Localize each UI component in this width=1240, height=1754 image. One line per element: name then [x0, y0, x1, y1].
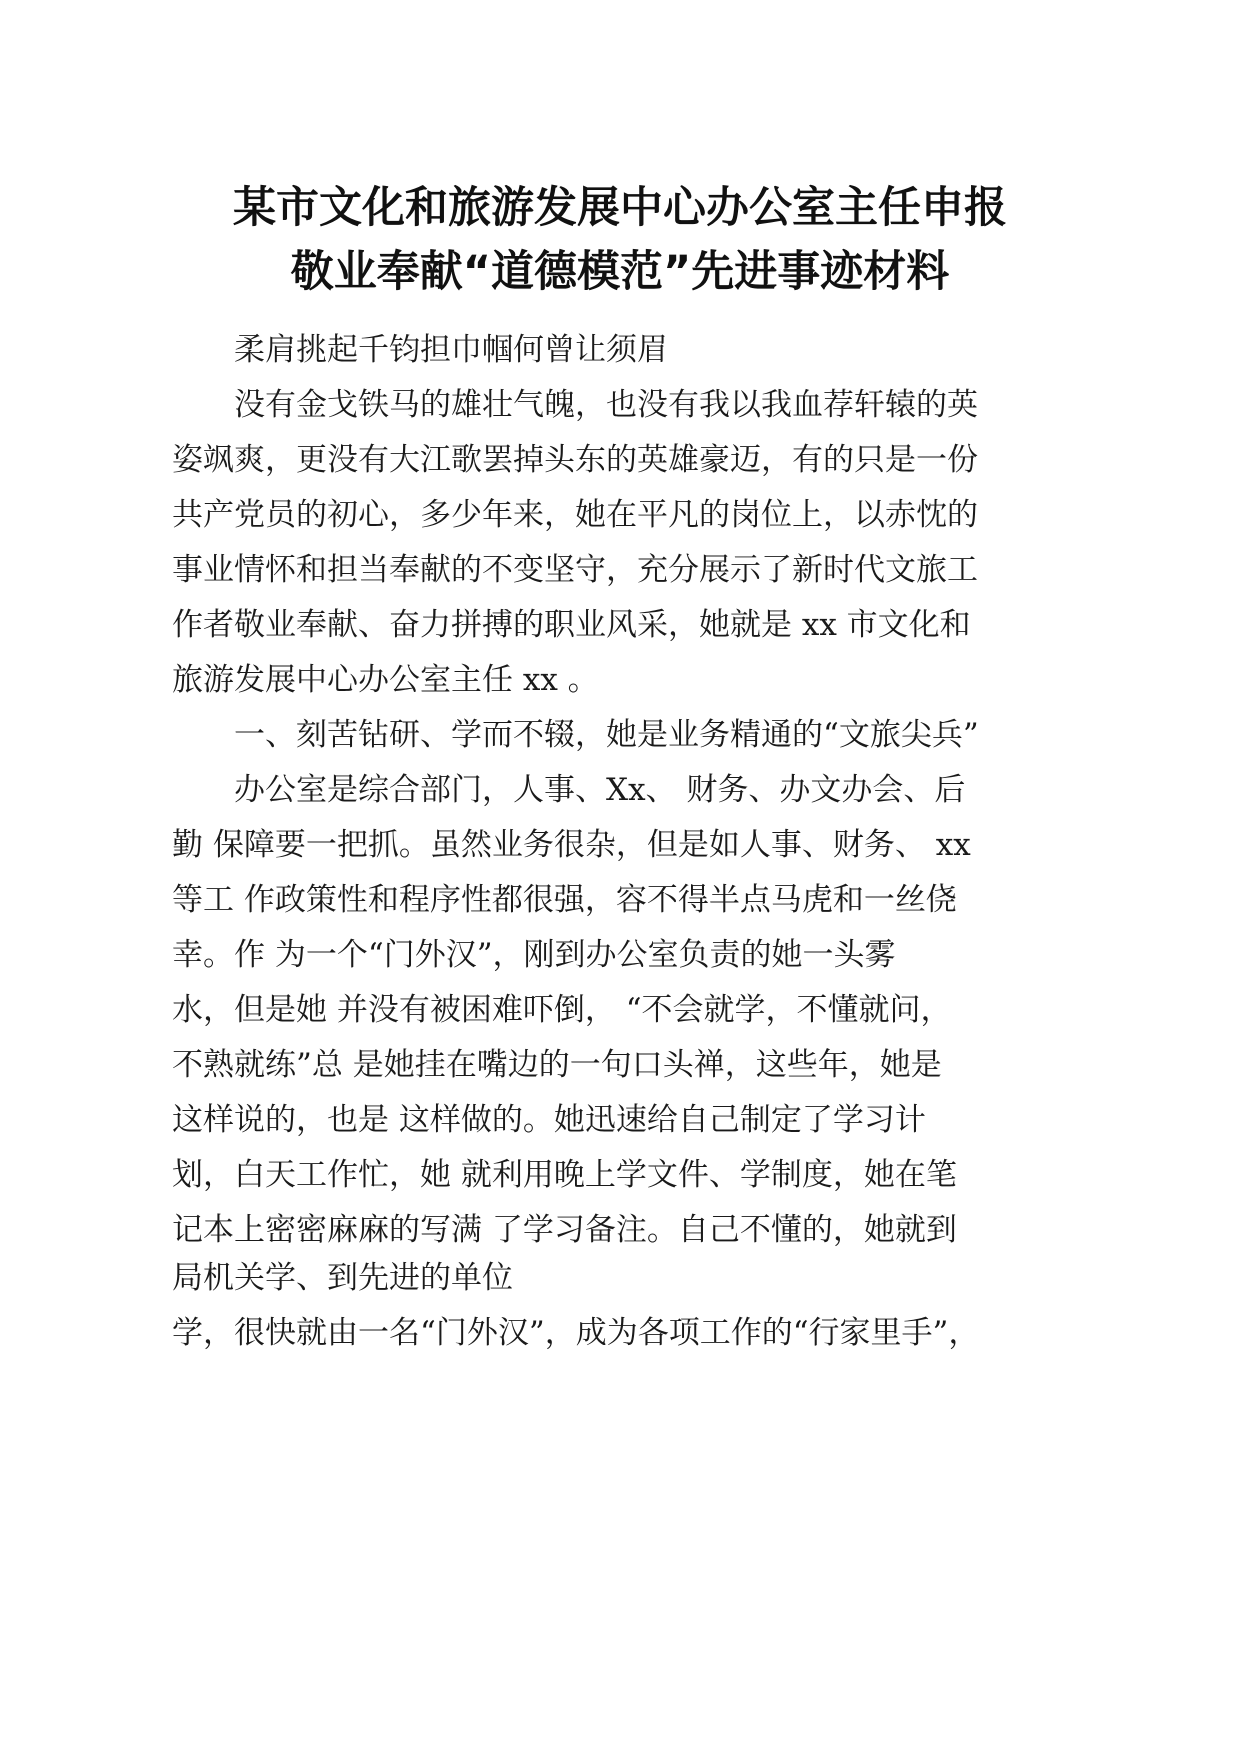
paragraph-line: 幸。作 为一个“门外汉”，刚到办公室负责的她一头雾	[172, 937, 896, 973]
paragraph-line: 姿飒爽，更没有大江歌罢掉头东的英雄豪迈，有的只是一份	[172, 442, 978, 478]
paragraph-line: 没有金戈铁马的雄壮气魄，也没有我以我血荐轩辕的英	[234, 387, 978, 423]
paragraph-line: 事业情怀和担当奉献的不变坚守，充分展示了新时代文旅工	[172, 552, 978, 588]
document-title-line-1: 某市文化和旅游发展中心办公室主任申报	[233, 183, 1007, 233]
paragraph-line: 等工 作政策性和程序性都很强，容不得半点马虎和一丝侥	[172, 882, 957, 918]
paragraph-line: 办公室是综合部门，人事、Xx、 财务、办文办会、后	[234, 772, 966, 808]
paragraph-line: 勤 保障要一把抓。虽然业务很杂，但是如人事、财务、 xx	[172, 827, 971, 863]
paragraph-line: 共产党员的初心，多少年来，她在平凡的岗位上，以赤忱的	[172, 497, 978, 533]
paragraph-line: 学，很快就由一名“门外汉”，成为各项工作的“行家里手”，	[172, 1315, 980, 1351]
paragraph-line: 这样说的，也是 这样做的。她迅速给自己制定了学习计	[172, 1102, 926, 1138]
paragraph-line: 记本上密密麻麻的写满 了学习备注。自己不懂的，她就到	[172, 1212, 957, 1248]
section-heading: 一、刻苦钻研、学而不辍，她是业务精通的“文旅尖兵”	[234, 717, 979, 753]
paragraph-line: 水，但是她 并没有被困难吓倒， “不会就学，不懂就问，	[172, 992, 952, 1028]
document-title-line-2: 敬业奉献“道德模范”先进事迹材料	[290, 247, 950, 297]
paragraph-line: 划，白天工作忙，她 就利用晚上学文件、学制度，她在笔	[172, 1157, 957, 1193]
paragraph-line: 不熟就练”总 是她挂在嘴边的一句口头禅，这些年，她是	[172, 1047, 942, 1083]
subtitle: 柔肩挑起千钧担巾帼何曾让须眉	[234, 332, 668, 368]
paragraph-line: 作者敬业奉献、奋力拼搏的职业风采，她就是 xx 市文化和	[172, 607, 971, 643]
paragraph-line: 局机关学、到先进的单位	[172, 1260, 513, 1296]
paragraph-line: 旅游发展中心办公室主任 xx 。	[172, 662, 599, 698]
